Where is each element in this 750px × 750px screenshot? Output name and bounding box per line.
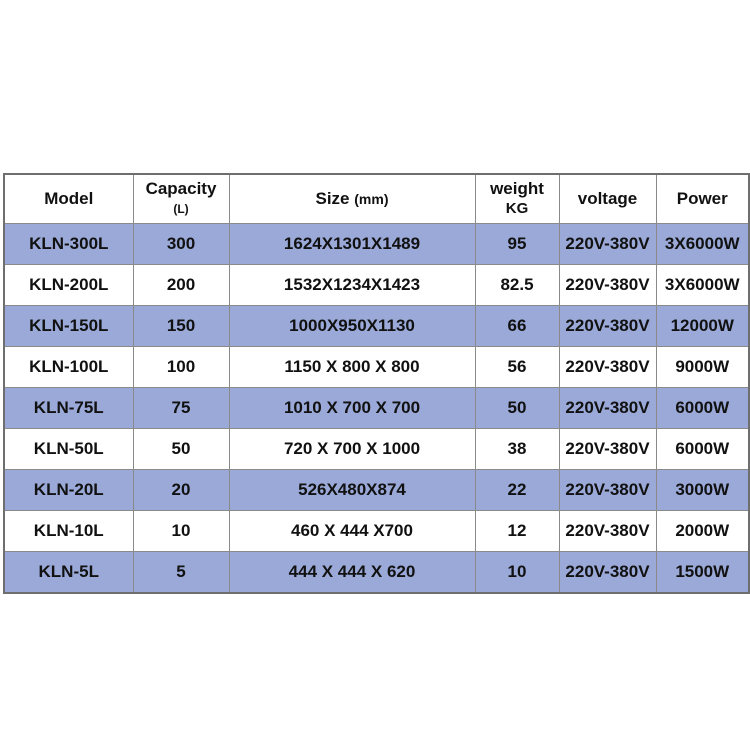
cell-size: 444 X 444 X 620 [229,552,475,594]
table-row [4,388,749,429]
cell-power: 6000W [656,388,749,429]
cell-voltage: 220V-380V [559,347,656,388]
header-size-label: Size [315,189,350,208]
cell-power: 2000W [656,511,749,552]
header-voltage [559,174,656,224]
cell-weight: 56 [475,347,559,388]
header-model-label: Model [44,189,94,208]
cell-voltage: 220V-380V [559,224,656,265]
table-row [4,511,749,552]
cell-size: 720 X 700 X 1000 [229,429,475,470]
cell-weight: 22 [475,470,559,511]
cell-model: KLN-75L [4,388,133,429]
cell-size: 1624X1301X1489 [229,224,475,265]
cell-size: 1000X950X1130 [229,306,475,347]
table-row [4,265,749,306]
cell-model: KLN-10L [4,511,133,552]
cell-power: 6000W [656,429,749,470]
cell-voltage: 220V-380V [559,388,656,429]
table-row [4,470,749,511]
cell-capacity: 75 [133,388,229,429]
cell-capacity: 10 [133,511,229,552]
cell-voltage: 220V-380V [559,470,656,511]
cell-size: 526X480X874 [229,470,475,511]
header-power [656,174,749,224]
table-row [4,552,749,594]
cell-capacity: 200 [133,265,229,306]
spec-table [3,173,750,594]
header-voltage-label: voltage [577,189,638,208]
header-capacity [133,174,229,224]
header-size-unit: (mm) [354,191,389,207]
table-row [4,429,749,470]
cell-weight: 82.5 [475,265,559,306]
cell-model: KLN-50L [4,429,133,470]
header-capacity-unit: (L) [173,202,189,216]
cell-weight: 38 [475,429,559,470]
cell-voltage: 220V-380V [559,552,656,594]
header-size [229,174,475,224]
cell-power: 3X6000W [656,224,749,265]
cell-voltage: 220V-380V [559,306,656,347]
header-weight-label: weight [490,179,544,198]
cell-weight: 50 [475,388,559,429]
header-row [4,174,749,224]
cell-capacity: 20 [133,470,229,511]
table-row [4,306,749,347]
cell-capacity: 150 [133,306,229,347]
cell-power: 3000W [656,470,749,511]
cell-size: 1010 X 700 X 700 [229,388,475,429]
cell-weight: 12 [475,511,559,552]
cell-weight: 10 [475,552,559,594]
header-weight-unit: KG [505,200,529,217]
table-row [4,224,749,265]
cell-model: KLN-5L [4,552,133,594]
cell-capacity: 100 [133,347,229,388]
cell-size: 1532X1234X1423 [229,265,475,306]
cell-model: KLN-300L [4,224,133,265]
cell-model: KLN-150L [4,306,133,347]
cell-power: 12000W [656,306,749,347]
cell-weight: 95 [475,224,559,265]
header-power-label: Power [676,189,728,208]
spec-table-body [4,224,749,594]
header-weight [475,174,559,224]
table-row [4,347,749,388]
cell-voltage: 220V-380V [559,511,656,552]
cell-size: 1150 X 800 X 800 [229,347,475,388]
cell-power: 1500W [656,552,749,594]
cell-capacity: 5 [133,552,229,594]
header-capacity-label: Capacity [145,179,217,198]
cell-model: KLN-100L [4,347,133,388]
cell-model: KLN-20L [4,470,133,511]
cell-capacity: 300 [133,224,229,265]
cell-power: 3X6000W [656,265,749,306]
cell-weight: 66 [475,306,559,347]
cell-voltage: 220V-380V [559,265,656,306]
cell-size: 460 X 444 X700 [229,511,475,552]
cell-voltage: 220V-380V [559,429,656,470]
header-model [4,174,133,224]
cell-power: 9000W [656,347,749,388]
cell-model: KLN-200L [4,265,133,306]
cell-capacity: 50 [133,429,229,470]
